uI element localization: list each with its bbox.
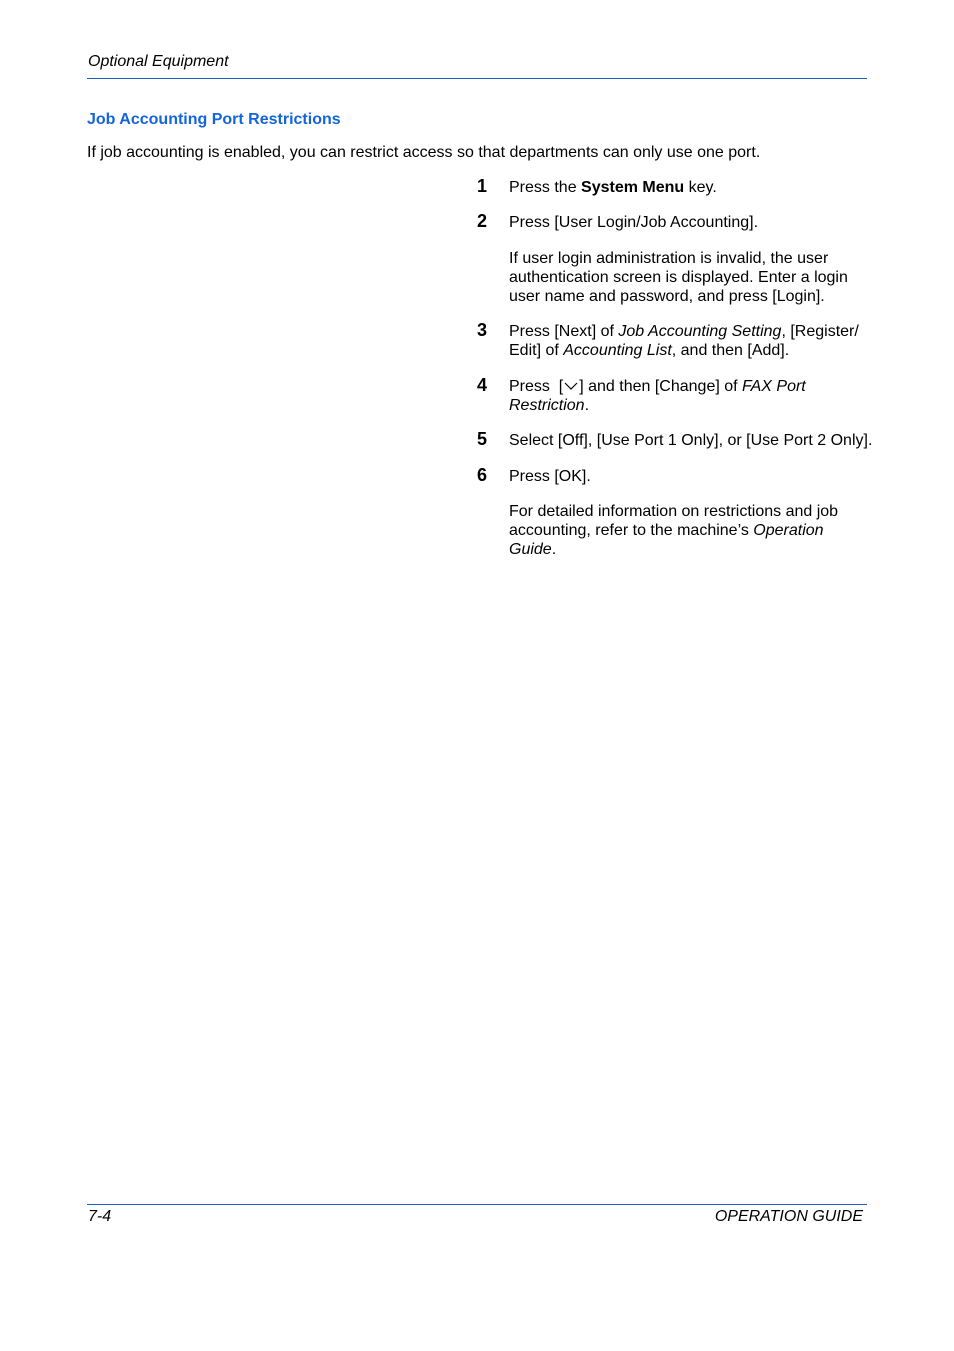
page-number: 7-4: [88, 1208, 112, 1225]
chevron-down-icon: [563, 378, 579, 390]
running-header: Optional Equipment: [88, 53, 229, 70]
footer-rule: [87, 1204, 867, 1205]
step-text-5: Select [Off], [Use Port 1 Only], or [Use Port 2 Only].: [509, 432, 873, 449]
step-number-2: 2: [477, 211, 488, 231]
step-number-3: 3: [477, 320, 488, 340]
step-text-2: Press [User Login/Job Accounting].: [509, 214, 759, 231]
section-title: Job Accounting Port Restrictions: [87, 111, 341, 128]
step-number-6: 6: [477, 465, 488, 485]
guide-title: OPERATION GUIDE: [714, 1208, 863, 1225]
intro-paragraph: If job accounting is enabled, you can restrict access so that departments can only use one port.: [87, 144, 761, 161]
step-note-6: For detailed information on restrictions and job accounting, refer to the machine’s Operation Guide.: [509, 503, 839, 558]
step-text-1: Press the System Menu key.: [509, 179, 717, 196]
step-text-4: Press [ ] and then [Change] of FAX Port Restriction.: [509, 378, 806, 414]
system-menu-key-label: System Menu: [581, 179, 685, 196]
step-number-4: 4: [477, 375, 488, 395]
step-text-3: Press [Next] of Job Accounting Setting, [Register/ Edit] of Accounting List, and then [Add].: [509, 323, 859, 359]
step-number-1: 1: [477, 176, 488, 196]
step-number-5: 5: [477, 429, 488, 449]
step-text-6: Press [OK].: [509, 468, 591, 485]
step-note-2: If user login administration is invalid, the user authentication screen is displayed. Enter a login user name and password, and press [Login].: [509, 250, 848, 305]
header-rule: [87, 78, 867, 79]
